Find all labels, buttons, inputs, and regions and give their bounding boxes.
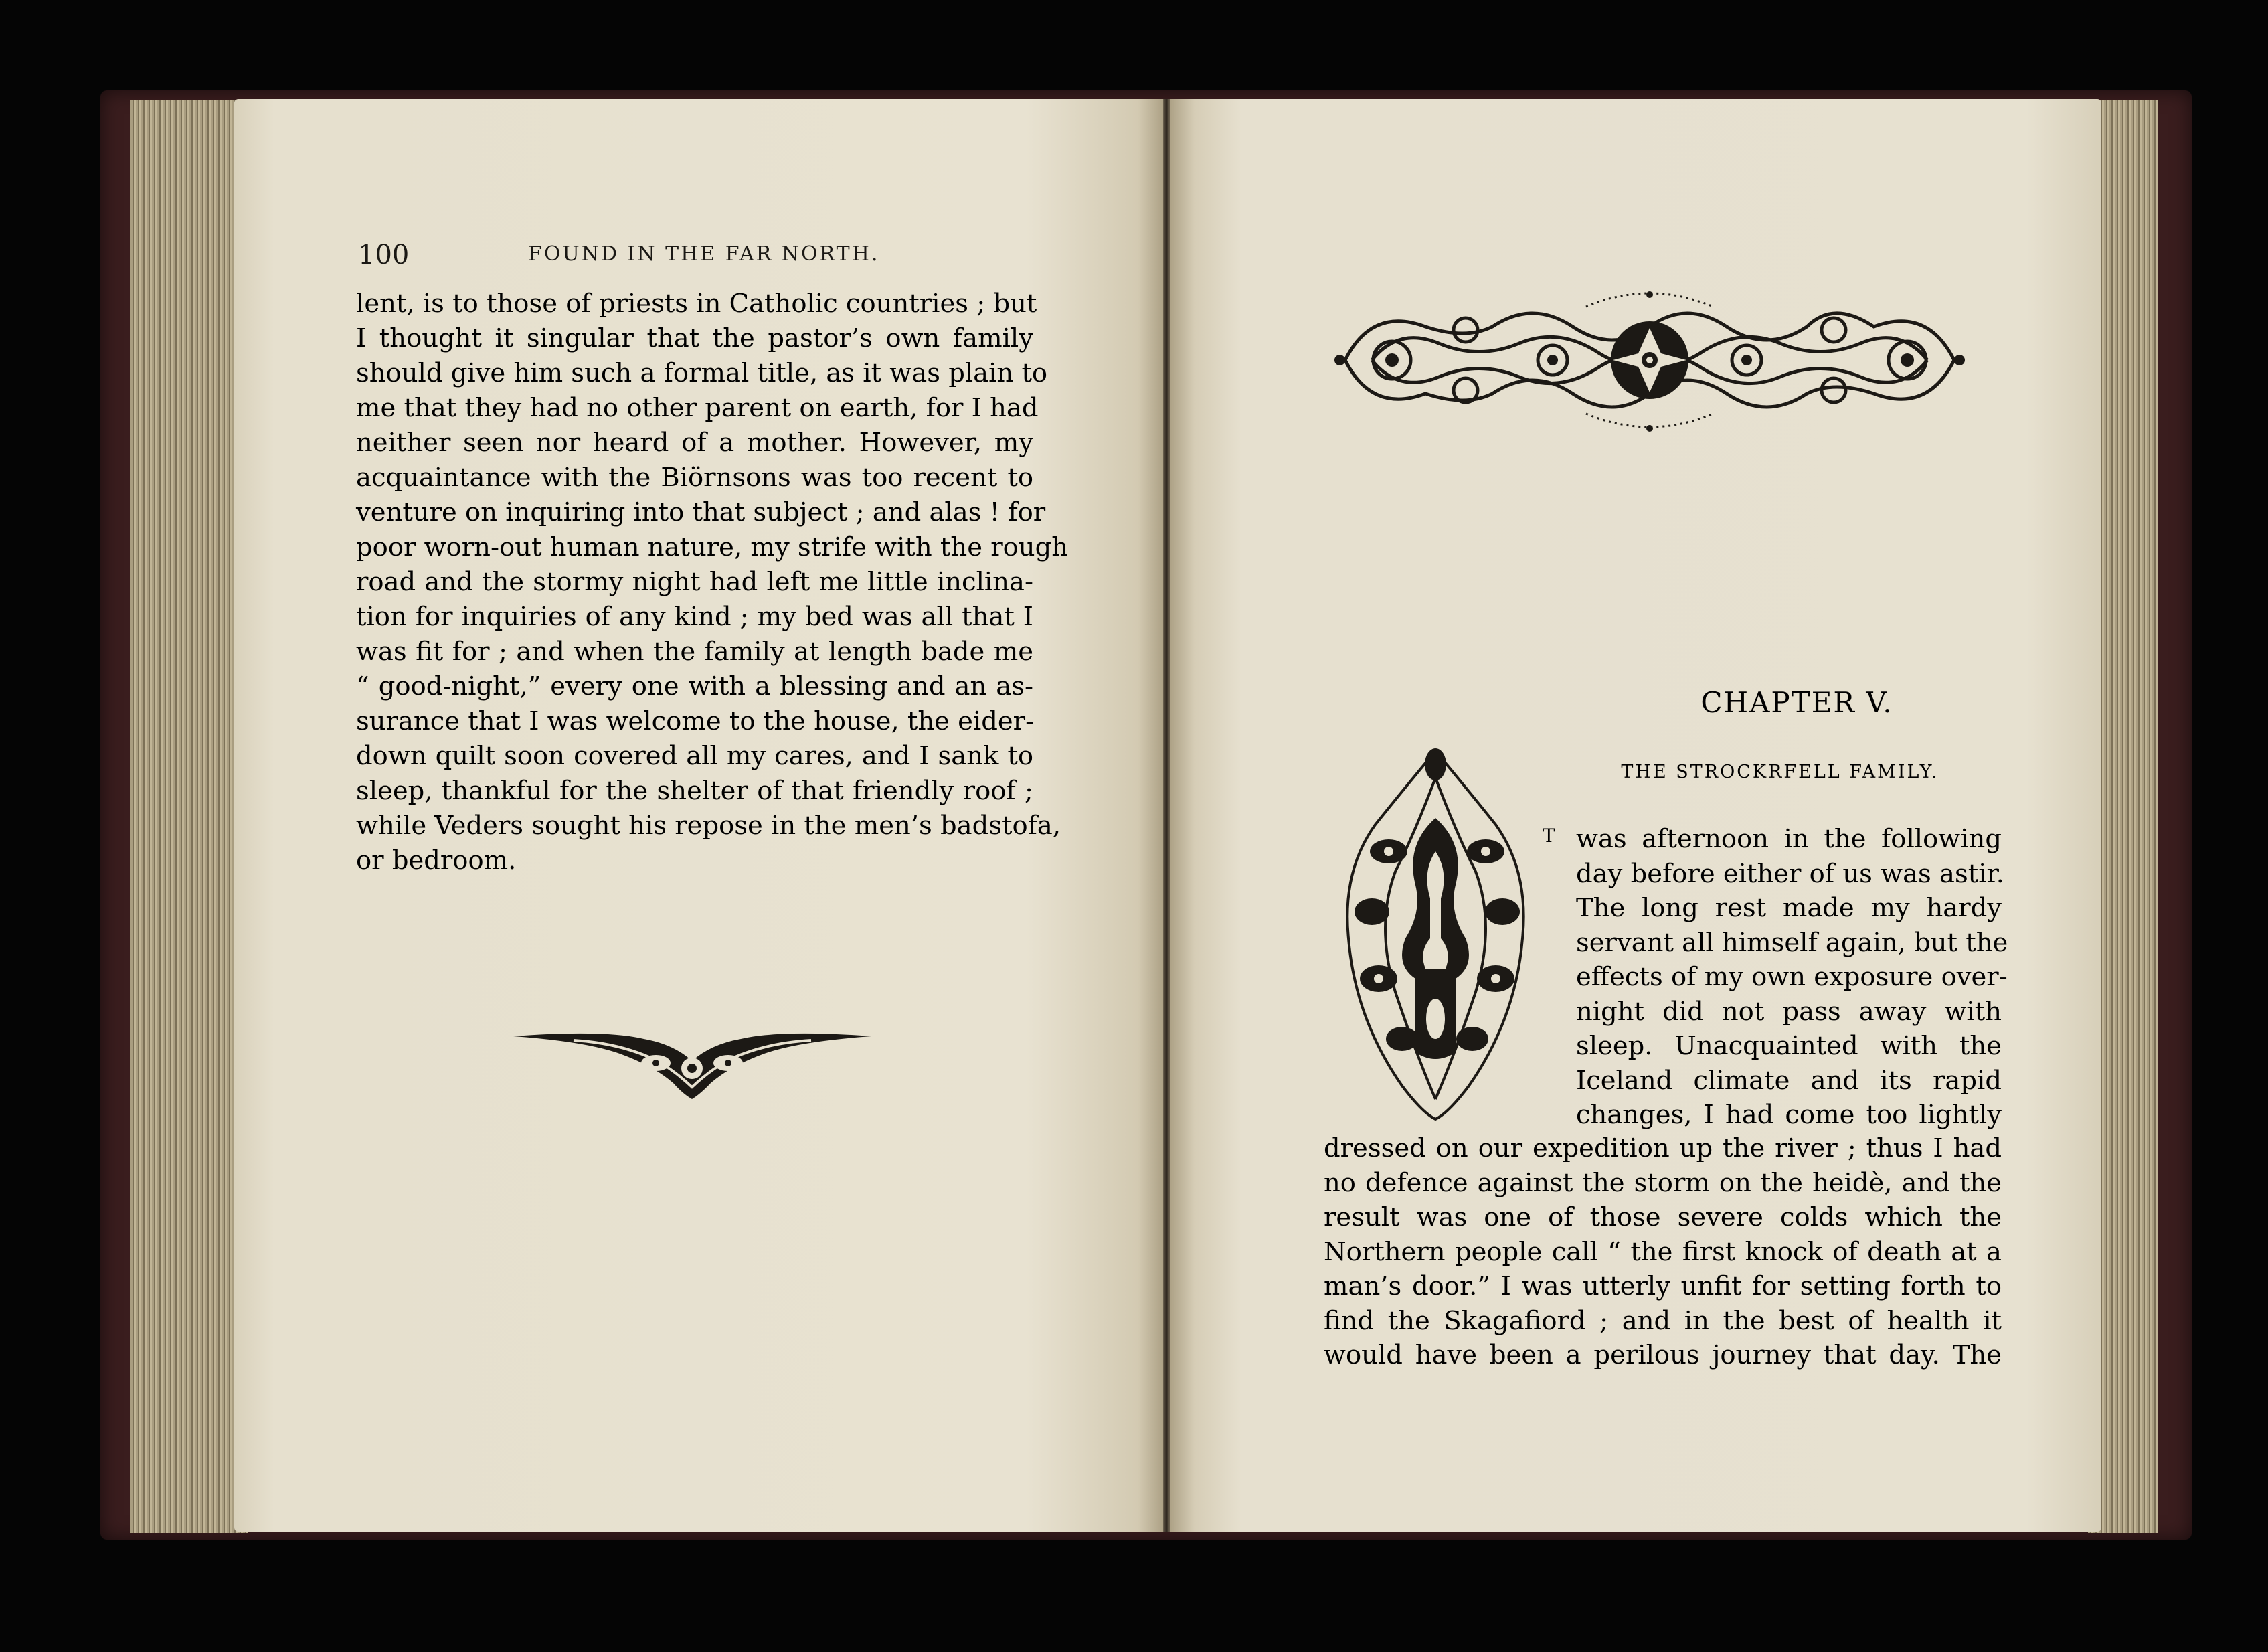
- text-line: “ good-night,” every one with a blessing and an as-: [356, 671, 1033, 701]
- text-line: Northern people call “ the first knock of death at a: [1324, 1236, 2002, 1267]
- text-line: neither seen nor heard of a mother. However, my: [356, 428, 1033, 458]
- right-body-text-wide: [1324, 1131, 2002, 1373]
- left-body-text: [356, 286, 1069, 878]
- text-line: servant all himself again, but the: [1576, 927, 2008, 958]
- running-head: [358, 240, 1034, 280]
- text-line: no defence against the storm on the heidè, and the: [1324, 1167, 2002, 1198]
- text-line: The long rest made my hardy: [1576, 893, 2002, 923]
- scroll-ornament: [1332, 286, 1968, 437]
- text-line: sleep. Unacquainted with the: [1576, 1031, 2002, 1061]
- page-edges-left: [130, 100, 248, 1533]
- text-line: while Veders sought his repose in the men’s badstofa,: [356, 811, 1061, 841]
- text-line: I thought it singular that the pastor’s own family: [356, 323, 1033, 353]
- text-line: me that they had no other parent on earth, for I had: [356, 393, 1039, 423]
- text-line: would have been a perilous journey that day. The: [1324, 1340, 2002, 1370]
- text-line: Iceland climate and its rapid: [1576, 1065, 2002, 1096]
- text-line: surance that I was welcome to the house, the eider-: [356, 706, 1035, 736]
- right-body-text-narrow: [1576, 822, 2008, 1133]
- text-line: changes, I had come too lightly: [1576, 1100, 2002, 1130]
- text-line: dressed on our expedition up the river ; thus I had: [1324, 1133, 2002, 1163]
- text-line: lent, is to those of priests in Catholic countries ; but: [356, 288, 1037, 319]
- text-line: acquaintance with the Biörnsons was too recent to: [356, 463, 1033, 493]
- text-line: night did not pass away with: [1576, 996, 2002, 1027]
- tailpiece-ornament: [510, 1024, 875, 1104]
- text-line: was afternoon in the following: [1576, 824, 2002, 854]
- text-line: or bedroom.: [356, 845, 517, 876]
- drop-cap-letter: T: [1543, 825, 1555, 847]
- text-line: poor worn-out human nature, my strife with the rough: [356, 532, 1069, 562]
- running-title: FOUND IN THE FAR NORTH.: [528, 242, 880, 266]
- text-line: should give him such a formal title, as it was plain to: [356, 358, 1048, 388]
- text-line: effects of my own exposure over-: [1576, 962, 2008, 992]
- text-line: down quilt soon covered all my cares, and I sank to: [356, 741, 1033, 771]
- chapter-subtitle: THE STROCKRFELL FAMILY.: [1621, 762, 1939, 782]
- text-line: venture on inquiring into that subject ; and alas ! for: [356, 497, 1046, 527]
- text-line: find the Skagafiord ; and in the best of health it: [1324, 1305, 2002, 1336]
- text-line: man’s door.” I was utterly unfit for setting forth to: [1324, 1271, 2002, 1301]
- text-line: was fit for ; and when the family at length bade me: [356, 637, 1033, 667]
- text-line: day before either of us was astir.: [1576, 858, 2004, 889]
- book-gutter: [1163, 99, 1170, 1532]
- text-line: road and the stormy night had left me little inclina-: [356, 567, 1033, 597]
- page-number: 100: [358, 240, 410, 270]
- text-line: result was one of those severe colds which the: [1324, 1202, 2002, 1232]
- chapter-title: CHAPTER V.: [1700, 686, 1893, 719]
- text-line: tion for inquiries of any kind ; my bed was all that I: [356, 602, 1033, 632]
- text-line: sleep, thankful for the shelter of that friendly roof ;: [356, 776, 1033, 806]
- floral-drop-cap: [1322, 738, 1553, 1126]
